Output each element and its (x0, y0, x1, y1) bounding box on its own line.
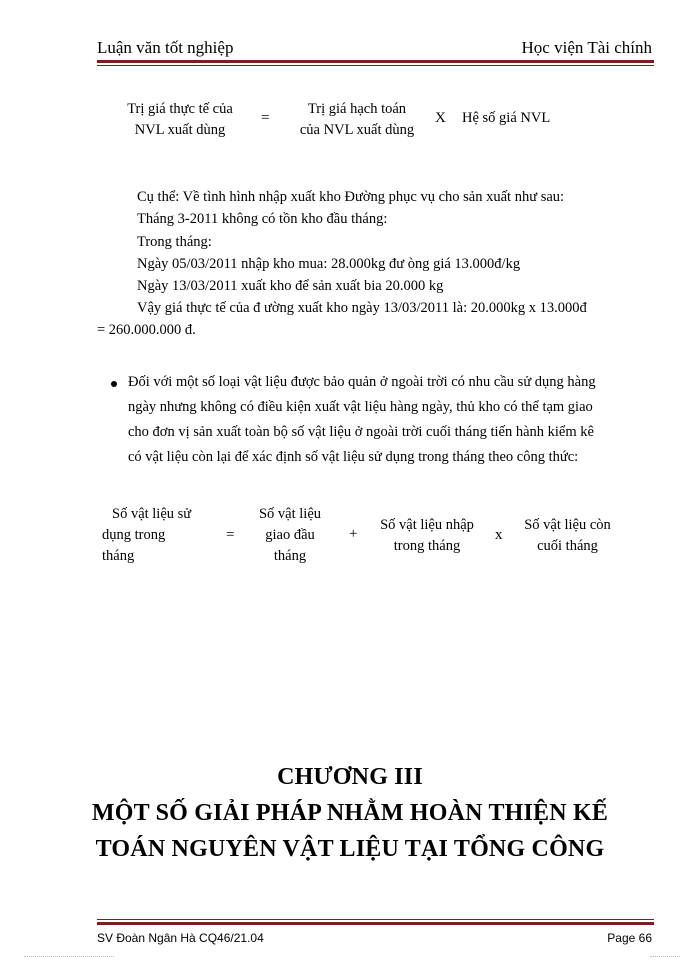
header-right: Học viện Tài chính (521, 38, 652, 57)
example-line: Trong tháng: (137, 234, 212, 250)
formula-2-times: x (495, 527, 503, 543)
header-left: Luận văn tốt nghiệp (97, 38, 234, 57)
formula-1-right: Hệ số giá NVL (462, 110, 551, 126)
example-line: Tháng 3-2011 không có tồn kho đầu tháng: (137, 211, 388, 227)
page-edge-dots-right (650, 956, 680, 957)
formula-2-term-2: Số vật liệu giao đầu tháng (258, 506, 322, 564)
bullet-line: Đối với một số loại vật liệu được bảo quản ở ngoài trời có nhu cầu sử dụng hàng (128, 374, 596, 390)
example-line: Ngày 13/03/2011 xuất kho để sản xuất bia 20.000 kg (137, 278, 444, 294)
footer-rule-thick (97, 922, 654, 925)
header-rule-thin (97, 65, 654, 66)
chapter-title-line-2: TOÁN NGUYÊN VẬT LIỆU TẠI TỔNG CÔNG (95, 836, 605, 862)
bullet-line: cho đơn vị sản xuất toàn bộ số vật liệu ở ngoài trời cuối tháng tiến hành kiểm kê (128, 424, 594, 440)
formula-2-term-1: Số vật liệu sử dụng trong tháng (102, 506, 192, 564)
bullet-line: có vật liệu còn lại để xác định số vật liệu sử dụng trong tháng theo công thức: (128, 449, 579, 465)
formula-2-term-4: Số vật liệu còn cuối tháng (524, 517, 611, 554)
footer-rule-thin (97, 919, 654, 920)
formula-2-term-3: Số vật liệu nhập trong tháng (380, 517, 474, 554)
formula-1-equals: = (261, 110, 270, 126)
header-rule-thick (97, 60, 654, 63)
example-continuation: = 260.000.000 đ. (97, 322, 196, 338)
formula-1-times: X (435, 110, 446, 126)
formula-1-left: Trị giá thực tế của NVL xuất dùng (127, 101, 233, 138)
example-line: Vậy giá thực tế của đ ường xuất kho ngày 13/03/2011 là: 20.000kg x 13.000đ (137, 300, 587, 316)
example-line: Cụ thể: Về tình hình nhập xuất kho Đường phục vụ cho sản xuất như sau: (137, 189, 565, 205)
formula-2-plus: + (349, 526, 358, 542)
chapter-title-line-1: MỘT SỐ GIẢI PHÁP NHẰM HOÀN THIỆN KẾ (91, 800, 609, 826)
footer-left: SV Đoàn Ngân Hà CQ46/21.04 (97, 931, 264, 945)
bullet-icon (111, 381, 117, 387)
example-line: Ngày 05/03/2011 nhập kho mua: 28.000kg đư òng giá 13.000đ/kg (137, 256, 521, 272)
formula-1-middle: Trị giá hạch toán của NVL xuất dùng (299, 101, 415, 138)
footer-page-number: Page 66 (607, 931, 652, 945)
page-edge-dots-left (24, 956, 114, 957)
formula-2-equals: = (226, 527, 235, 543)
bullet-line: ngày nhưng không có điều kiện xuất vật liệu hàng ngày, thủ kho có thể tạm giao (128, 399, 593, 415)
chapter-number: CHƯƠNG III (277, 764, 423, 790)
